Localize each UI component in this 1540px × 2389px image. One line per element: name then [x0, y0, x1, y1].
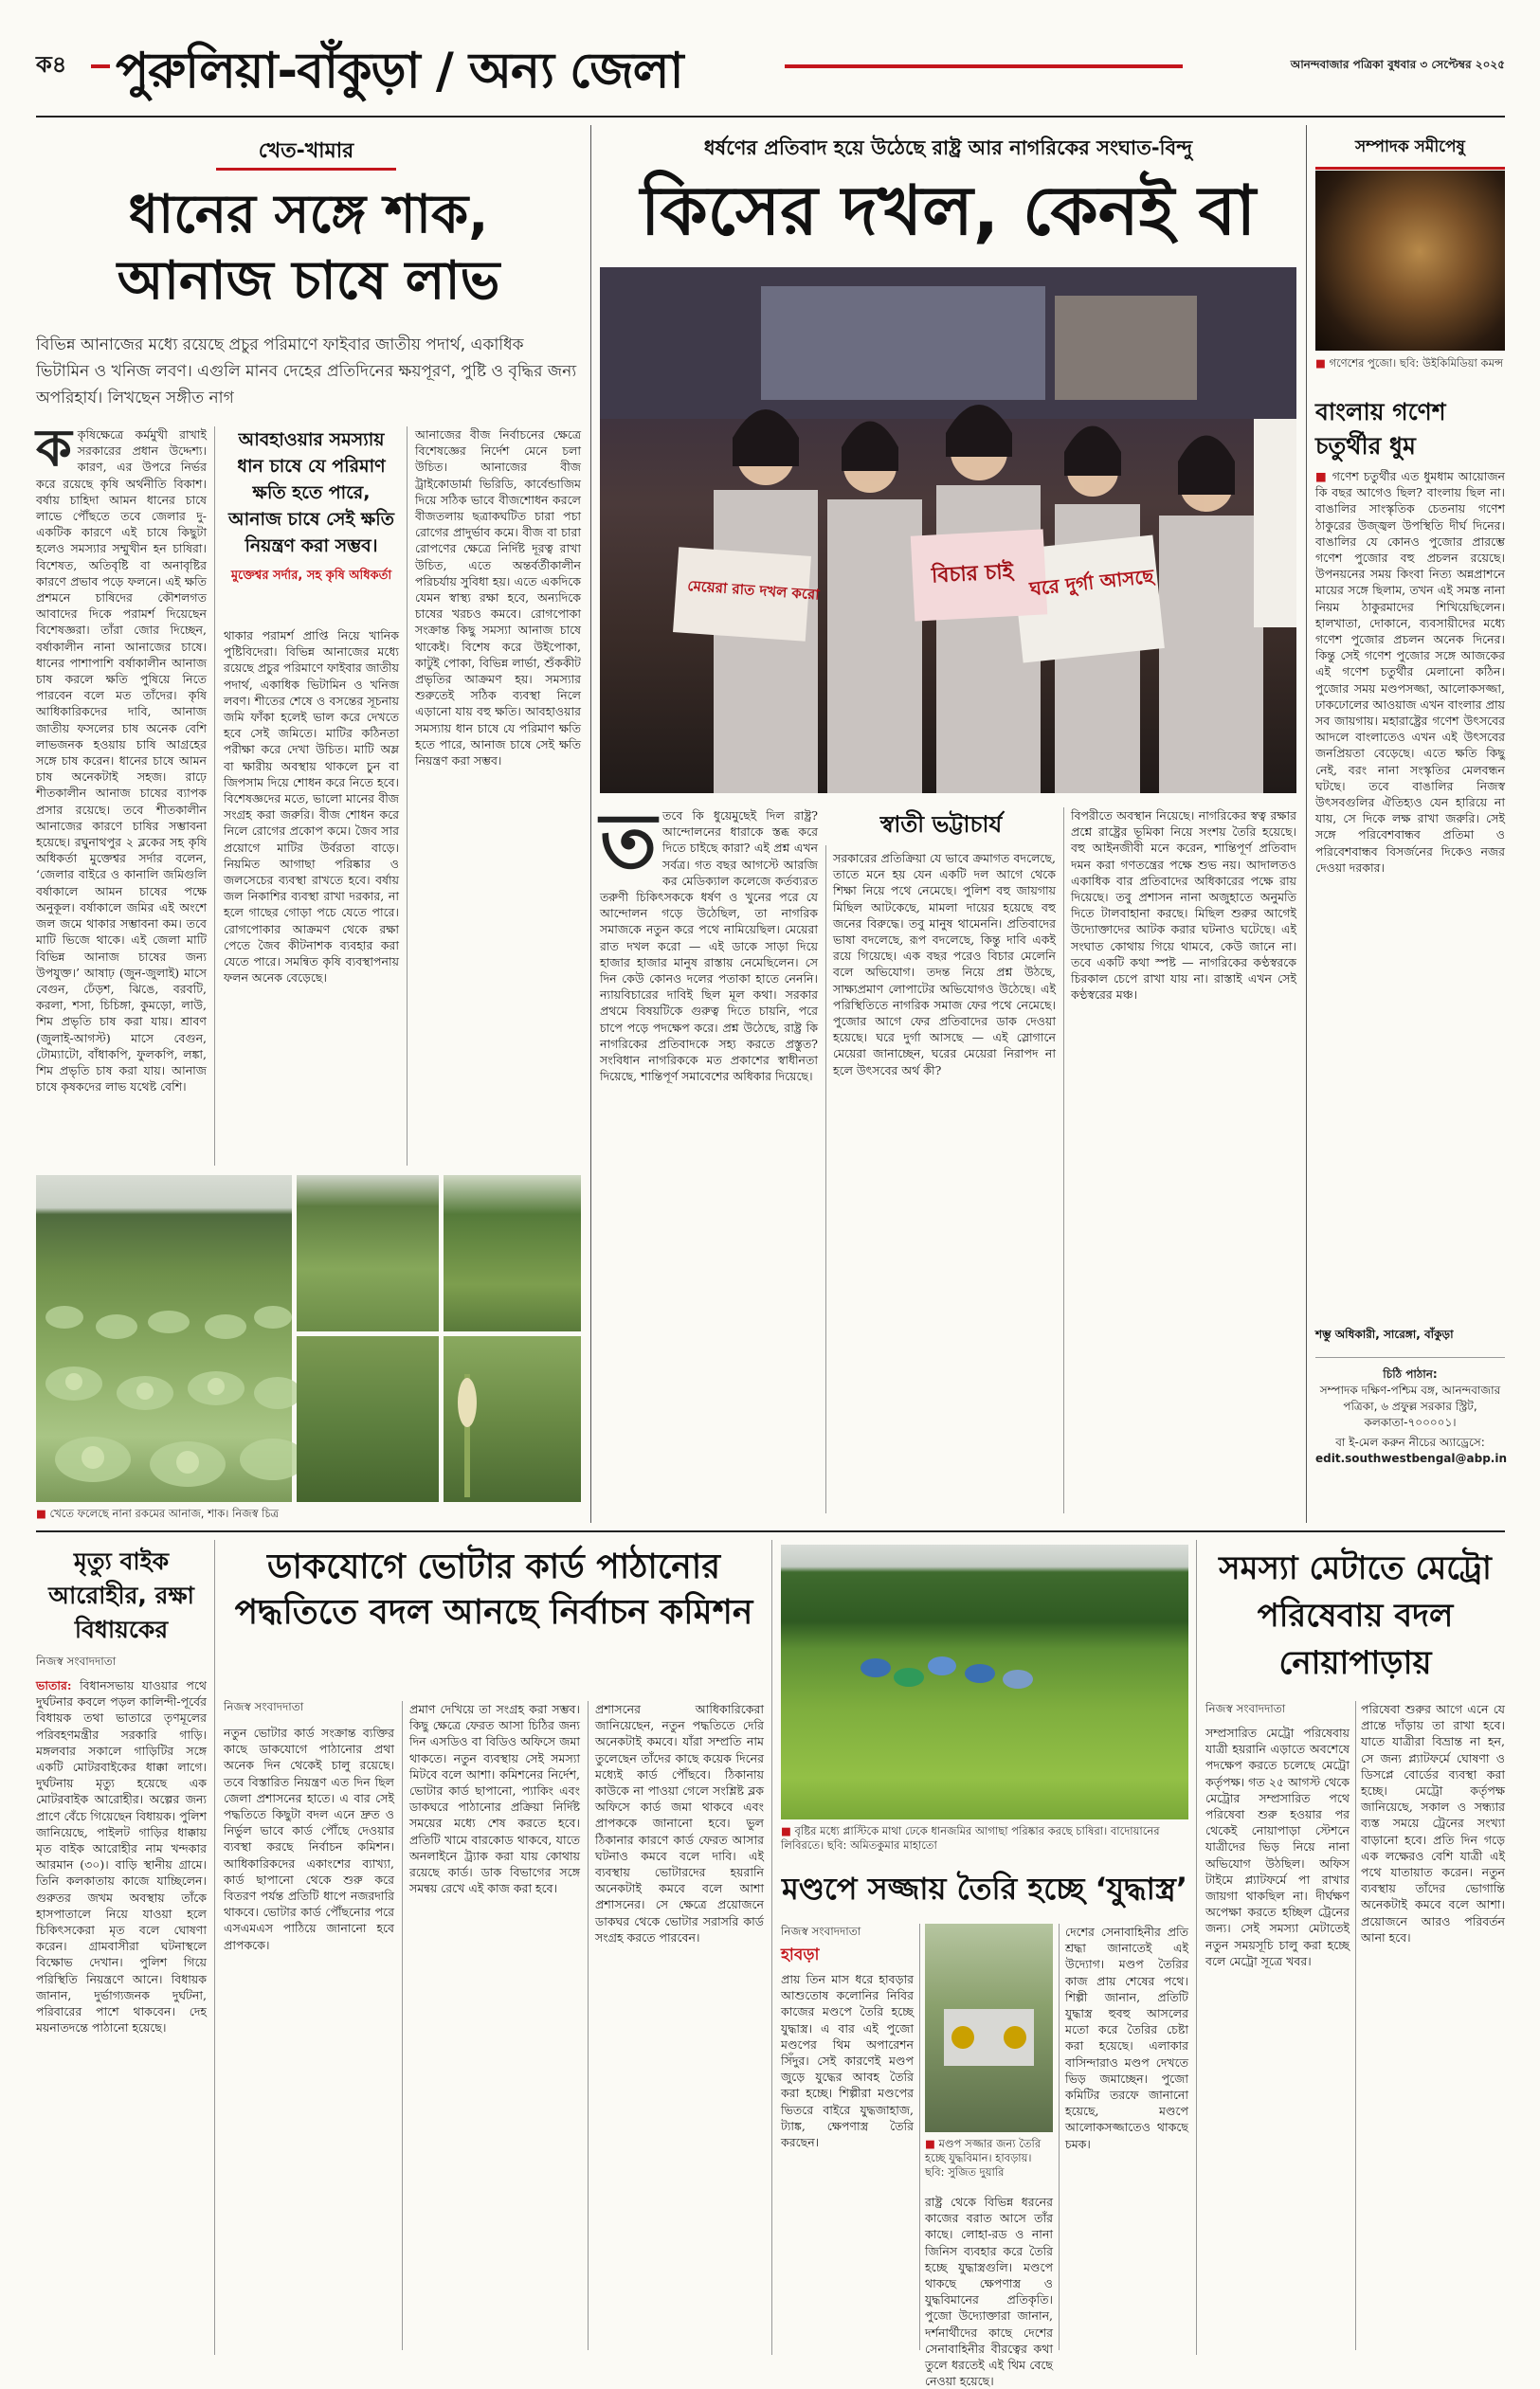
- farm-col-1: [36, 418, 207, 1166]
- voter-byline: নিজস্ব সংবাদদাতা: [224, 1700, 304, 1713]
- metro-col-2: পরিষেবা শুরুর আগে এনে যে প্রান্তে দাঁড়ায় তা রাখা হবে। যাতে যাত্রীরা বিভ্রান্ত না হন, সে জন্য প্ল্যাটফর্মে ঘোষণা ও ডিসপ্লে বোর্ডের ব্যবস্থা করা হচ্ছে। মেট্রো কর্তৃপক্ষ জানিয়েছে, সকাল ও সন্ধ্যার ব্যস্ত সময়ে ট্রেনের সংখ্যা বাড়ানো হবে। প্রতি দিন গড়ে এক লক্ষেরও বেশি যাত্রী এই পথে যাতায়াত করেন। নতুন ব্যবস্থায় তাঁদের ভোগান্তি অনেকটাই কমবে বলে আশা। প্রয়োজনে আরও পরিবর্তন আনা হবে।: [1361, 1702, 1505, 1945]
- paddy-field-photo: [781, 1545, 1188, 1819]
- section-rule: [1306, 125, 1307, 1523]
- col-rule: [407, 426, 408, 1166]
- metro-article: [1205, 1540, 1505, 2355]
- puja-col-2: রাষ্ট্র থেকে বিভিন্ন ধরনের কাজের বরাত আসে তাঁর কাছে। লোহা-রড ও নানা জিনিস ব্যবহার করে তৈরি হচ্ছে যুদ্ধাস্ত্রগুলি। মণ্ডপে থাকছে ক্ষেপণাস্ত্র ও যুদ্ধবিমানের প্রতিকৃতি। পুজো উদ্যোক্তারা জানান, দর্শনার্থীদের কাছে দেশের সেনাবাহিনীর বীরত্বের কথা তুলে ধরতেই এই থিম বেছে নেওয়া হয়েছে।: [925, 2195, 1053, 2389]
- page-number: ক৪: [36, 51, 67, 78]
- cabbage-field-photo: [36, 1175, 292, 1502]
- lead-col-1-text: তবে কি ধুয়েমুছেই দিল রাষ্ট্র? আন্দোলনের ধারাকে স্তব্ধ করে দিতে চাইছে কারা? এই প্রশ্ন এখন সর্বত্র। গত বছর আগস্টে আরজি কর মেডিক্যাল কলেজে কর্তব্যরত তরুণী চিকিৎসককে ধর্ষণ ও খুনের পরে যে আন্দোলন গড়ে উঠেছিল, তা নাগরিক সমাজকে নতুন করে পথে নামিয়েছিল। মেয়েরা রাত দখল করো — এই ডাকে সাড়া দিয়ে হাজার হাজার মানুষ রাস্তায় নেমেছিলেন। সে দিন কেউ কোনও দলের পতাকা হাতে নেননি। ন্যায়বিচারের দাবিই ছিল মূল কথা। সরকার প্রথমে বিষয়টিকে গুরুত্ব দিতে চায়নি, পরে চাপে পড়ে পদক্ষেপ করে। প্রশ্ন উঠেছে, রাষ্ট্র কি নাগরিকের প্রতিবাদকে সহ্য করতে প্রস্তুত? সংবিধান নাগরিককে মত প্রকাশের স্বাধীনতা দিয়েছে, শান্তিপূর্ণ সমাবেশের অধিকার দিয়েছে।: [600, 808, 818, 1084]
- farm-col-3: আনাজের বীজ নির্বাচনের ক্ষেত্রে বিশেষজ্ঞের নির্দেশ মেনে চলা উচিত। আনাজের বীজ ট্রাইকোডার্মা ভিরিডি, কার্বেন্ডাজিম দিয়ে সঠিক ভাবে বীজশোধন করলে বীজতলায় ছত্রাকঘটিত চারা পচা রোগের প্রাদুর্ভাব কমে। বীজ বা চারা রোপণের ক্ষেত্রে নির্দিষ্ট দূরত্ব রাখা উচিত, এতে অন্তর্বর্তীকালীন পরিচর্যায় সুবিধা হয়। এতে একদিকে যেমন স্বাস্থ্য রক্ষা হবে, অন্যদিকে চাষের খরচও কমবে। রোগপোকা সংক্রান্ত কিছু সমস্যা আনাজ চাষে থাকেই। বিশেষ করে উইপোকা, কাটুই পোকা, বিভিন্ন লার্ভা, শুঁককীট প্রভৃতির আক্রমণ হয়। সমস্যার শুরুতেই সঠিক ব্যবস্থা নিলে এড়ানো যায় বহু ক্ষতি। আবহাওয়ার সমস্যায় ধান চাষে যে পরিমাণ ক্ষতি হতে পারে, আনাজ চাষে সেই ক্ষতি নিয়ন্ত্রণ করা সম্ভব।: [415, 427, 581, 769]
- voter-col-1: নতুন ভোটার কার্ড সংক্রান্ত ব্যক্তির কাছে ডাকযোগে পাঠানোর প্রথা অনেক দিন থেকেই চালু রয়েছে। তবে বিস্তারিত নিয়ন্ত্রণ এত দিন ছিল জেলা প্রশাসনের হাতে। এ বার সেই পদ্ধতিতে কিছুটা বদল এনে দ্রুত ও নির্ভুল ভাবে কার্ড পৌঁছে দেওয়ার ব্যবস্থা করছে নির্বাচন কমিশন। আধিকারিকদের একাংশের ব্যাখ্যা, কার্ড ছাপানো থেকে শুরু করে বিতরণ পর্যন্ত প্রতিটি ধাপে নজরদারি থাকবে। ভোটার কার্ড পৌঁছনোর পরে এসএমএস পাঠিয়ে জানানো হবে প্রাপককে।: [224, 1726, 394, 1952]
- fighter-jet-photo: [925, 1924, 1053, 2132]
- caption-marker: ■: [781, 1824, 791, 1837]
- farm-col-1-text: কৃষিক্ষেত্রে কর্মমুখী রাখাই সরকারের প্রধান উদ্দেশ্য। কারণ, এর উপরে নির্ভর করে রয়েছে কৃষি অর্থনীতি বিকাশ। বর্ষায় চাহিদা আমন ধানের চাষে লাভে পৌঁছতে তবে জেলার দু-একটিক কারণে এই চাষে কিছুটা হলেও সমস্যার সম্মুখীন হন চাষিরা। বিশেষত, অতিবৃষ্টি বা অনাবৃষ্টির কারণে প্রভাব পড়ে ফলনে। এই ক্ষতি প্রশমনে চাষিদের কৌশলগত আবাদের দিকে পরামর্শ দিয়েছেন বিশেষজ্ঞরা। তাঁরা জোর দিচ্ছেন, বর্ষাকালীন নানা আনাজের চাষে। ধানের পাশাপাশি বর্ষাকালীন আনাজ চাষ করলে ক্ষতি পুষিয়ে নিতে পারবেন বলে মত তাঁদের। কৃষি আধিকারিকদের দাবি, আনাজ জাতীয় ফসলের চাষ অনেক বেশি লাভজনক হওয়ায় চাষি আগ্রহের সঙ্গে চাষ করেন। ধানের চাষে আমন চাষ অনেকটাই সহজ। রাঢ়ে শীতকালীন আনাজ চাষের ব্যাপক প্রসার রয়েছে। তবে শীতকালীন আনাজের কারণে চাষির সম্ভাবনা হয়েছে। রঘুনাথপুর ২ ব্লকের সহ কৃষি অধিকর্তা মুক্তেশ্বর সর্দার বলেন, ‘জেলার বাইরে ও কানালি জমিগুলি বর্ষাকালে আমন চাষের পক্ষে অনুকূল। বর্ষাকালে জমির এই অংশে জল জমে থাকার সম্ভাবনা কম। তবে মাটি ভিজে থাকে। এই জেলা মাটি বিভিন্ন আনাজ চাষের জন্য উপযুক্ত।’ আষাঢ় (জুন-জুলাই) মাসে বেগুন, ঢেঁড়শ, ঝিঙে, বরবটি, করলা, শসা, চিচিঙ্গা, কুমড়ো, লাউ, শিম প্রভৃতি চাষ করা যায়। শ্রাবণ (জুলাই-আগস্ট) মাসে বেগুন, টোম্যাটো, বাঁধাকপি, ফুলকপি, লঙ্কা, শিম প্রভৃতি চাষ করা যায়। আনাজ চাষে কৃষকদের লাভ যথেষ্ট বেশি।: [36, 427, 207, 1095]
- lead-dropcap: ত: [600, 797, 658, 885]
- ganesh-photo: [1315, 171, 1505, 351]
- voter-article: [224, 1540, 764, 2355]
- puja-place: হাবড়া: [781, 1946, 820, 1964]
- section-divider: [36, 1530, 1505, 1532]
- col-rule: [1063, 807, 1064, 1513]
- editor-body-text: গণেশ চতুর্থীর এত ধুমধাম আয়োজন কি বছর আগেও ছিল? বাংলায় ছিল না। বাঙালির সাংস্কৃতিক চেতনায় গণেশ ঠাকুরের উজ্জ্বল উপস্থিতি দীর্ঘ দিনের। বাঙালির যে কোনও পুজোর প্রারম্ভে গণেশ পুজোর বহু প্রচলন রয়েছে। উপনয়নের সময় কিংবা নিত্য অন্নপ্রাশনে মায়ের সঙ্গে ছিলাম, তখন এই সমস্ত নানা নিয়ম ঠাকুরমাদের শিখিয়েছিলেন। হালখাতা, দোকানে, ব্যবসায়ীদের মধ্যে গণেশ পুজোর প্রচলন অনেক দিনের। কিন্তু সেই গণেশ পুজোর সঙ্গে আজকের এই গণেশ চতুর্থীর মেলানো কঠিন। পুজোর সময় মণ্ডপসজ্জা, আলোকসজ্জা, ঢাকঢোলের আওয়াজ এখন বাংলার প্রায় সব জায়গায়। মহারাষ্ট্রের গণেশ উৎসবের আদলে বাংলাতেও এখন এই উৎসবের জনপ্রিয়তা বেড়েছে। এতে ক্ষতি কিছু নেই, বরং নানা সংস্কৃতির মেলবন্ধন ঘটছে। তবে বাঙালির নিজস্ব উৎসবগুলির ঐতিহ্যও যেন হারিয়ে না যায়, সে দিকে লক্ষ রাখা জরুরি। সেই সঙ্গে পরিবেশবান্ধব প্রতিমা ও পরিবেশবান্ধব বিসর্জনের দিকেও নজর দেওয়া দরকার।: [1315, 469, 1505, 875]
- bike-body: [36, 1677, 207, 2350]
- col-rule: [1059, 1924, 1060, 2350]
- farm-pull-quote-box: [224, 426, 399, 606]
- editor-tag: সম্পাদক সমীপেষু: [1315, 135, 1505, 170]
- editor-address: সম্পাদক দক্ষিণ-পশ্চিম বঙ্গ, আনন্দবাজার পত্রিকা, ৬ প্রফুল্ল সরকার স্ট্রিট, কলকাতা-৭০০০০১।: [1319, 1384, 1501, 1429]
- paddy-art: [781, 1545, 1188, 1819]
- lead-article: [600, 125, 1296, 1523]
- caption-marker: ■: [1315, 356, 1326, 370]
- editor-signature: শম্ভু অধিকারী, সারেঙ্গা, বাঁকুড়া: [1315, 1328, 1454, 1341]
- puja-photo-caption: [925, 2137, 1053, 2180]
- lead-byline: স্বাতী ভট্টাচার্য: [879, 811, 1003, 838]
- farm-pull-quote-by: মুক্তেশ্বর সর্দার, সহ কৃষি অধিকর্তা: [230, 569, 392, 583]
- farm-intro: বিভিন্ন আনাজের মধ্যে রয়েছে প্রচুর পরিমাণে ফাইবার জাতীয় পদার্থ, একাধিক ভিটামিন ও খনিজ লবণ। এগুলি মানব দেহের প্রতিদিনের ক্ষয়পূরণ, পুষ্টি ও বৃদ্ধির জন্য অপরিহার্য। লিখছেন সঙ্গীত নাগ: [36, 335, 577, 407]
- lead-kicker: ধর্ষণের প্রতিবাদ হয়ে উঠেছে রাষ্ট্র আর নাগরিকের সংঘাত-বিন্দু: [703, 136, 1193, 159]
- section-title: পুরুলিয়া-বাঁকুড়া / অন্য জেলা: [116, 43, 683, 100]
- col-rule: [588, 1701, 589, 2350]
- farm-article: [36, 125, 581, 1523]
- lead-col-3: বিপরীতে অবস্থান নিয়েছে। নাগরিকের স্বত্ব রক্ষার প্রশ্নে রাষ্ট্রের ভূমিকা নিয়ে সংশয় তৈরি হয়েছে। বহু আইনজীবী মনে করেন, শান্তিপূর্ণ প্রতিবাদ দমন করা গণতন্ত্রের পক্ষে শুভ নয়। আদালতও একাধিক বার প্রতিবাদের অধিকারের পক্ষে রায় দিয়েছে। তবু প্রশাসন নানা অজুহাতে অনুমতি দিতে টালবাহানা করছে। মিছিল শুরুর আগেই উদ্যোক্তাদের আটক করার ঘটনাও ঘটেছে। এই সংঘাত কোথায় গিয়ে থামবে, কেউ জানে না। তবে একটি কথা স্পষ্ট — নাগরিকের কণ্ঠস্বরকে চিরকাল চেপে রাখা যায় না। রাস্তাই এখন সেই কণ্ঠস্বরের মঞ্চ।: [1071, 808, 1296, 1003]
- lead-headline: কিসের দখল, কেনই বা: [640, 171, 1257, 250]
- section-rule: [1196, 1540, 1197, 2355]
- masthead: [36, 27, 1505, 112]
- editor-email-label: বা ই-মেল করুন নীচের অ্যাড্রেসে:: [1335, 1436, 1485, 1449]
- farm-col-2: থাকার পরামর্শ প্রাপ্তি নিয়ে খানিক পুষ্টিবিদেরা। বিভিন্ন আনাজের মধ্যে রয়েছে প্রচুর পরিমাণে ফাইবার জাতীয় পদার্থ, একাধিক ভিটামিন ও খনিজ লবণ। শীতের শেষে ও বসন্তের সূচনায় জমি ফাঁকা হলেই ভাল করে দেখতে হবে সেই জমিতে। মাটির কঠিনতা পরীক্ষা করে দেখা উচিত। মাটি অম্ল বা ক্ষারীয় অবস্থায় থাকলে চুন বা জিপসাম দিয়ে শোধন করে নিতে হবে। বিশেষজ্ঞদের মতে, ভালো মানের বীজ সংগ্রহ করা জরুরি। বীজ শোধন করে নিলে রোগের প্রকোপ কমে। জৈব সার প্রয়োগে মাটির উর্বরতা বাড়ে। নিয়মিত আগাছা পরিষ্কার ও জলসেচের ব্যবস্থা রাখতে হবে। বর্ষায় জল নিকাশির ব্যবস্থা রাখা দরকার, না হলে গাছের গোড়া পচে যেতে পারে। রোগপোকার আক্রমণ থেকে রক্ষা পেতে জৈব কীটনাশক ব্যবহার করা যেতে পারে। সমন্বিত কৃষি ব্যবস্থাপনায় ফলন অনেক বেড়েছে।: [224, 628, 399, 986]
- editor-column: [1315, 125, 1508, 1523]
- accent-rule: [785, 64, 1183, 68]
- bike-article: [36, 1540, 207, 2355]
- editor-headline: বাংলায় গণেশ চতুর্থীর ধুম: [1315, 398, 1446, 460]
- farm-tag-box: [216, 135, 396, 171]
- puja-photo-caption-text: মণ্ডপ সজ্জার জন্য তৈরি হচ্ছে যুদ্ধবিমান। হাবড়ায়। ছবি: সুজিত দুয়ারি: [925, 2137, 1042, 2179]
- col-rule: [402, 1701, 403, 2350]
- metro-headline: সমস্যা মেটাতে মেট্রো পরিষেবায় বদল নোয়াপাড়ায়: [1219, 1549, 1492, 1682]
- farm-dropcap: ক: [36, 418, 72, 478]
- col-rule: [1355, 1701, 1356, 2350]
- lead-col-1: [600, 797, 818, 1513]
- editor-address-label: চিঠি পাঠান:: [1383, 1367, 1438, 1381]
- voter-col-3: প্রশাসনের আধিকারিকেরা জানিয়েছেন, নতুন পদ্ধতিতে দেরি অনেকটাই কমবে। যাঁরা সম্প্রতি নাম তুলেছেন তাঁদের কাছে কয়েক দিনের মধ্যেই কার্ড পৌঁছবে। ঠিকানায় কাউকে না পাওয়া গেলে সংশ্লিষ্ট ব্লক অফিসে কার্ড জমা থাকবে এবং প্রাপককে জানানো হবে। ভুল ঠিকানার কারণে কার্ড ফেরত আসার ঘটনাও কমবে বলে দাবি। এই ব্যবস্থায় ভোটারদের হয়রানি অনেকটাই কমবে বলে আশা প্রশাসনের। সে ক্ষেত্রে প্রয়োজনে ডাকঘর থেকে ভোটার সরাসরি কার্ড সংগ্রহ করতে পারবেন।: [595, 1702, 764, 1945]
- section-rule: [590, 125, 591, 1523]
- caption-marker: ■: [36, 1507, 46, 1520]
- puja-byline: নিজস্ব সংবাদদাতা: [781, 1925, 861, 1938]
- col-rule: [919, 1924, 920, 2350]
- greens-photo-2: [444, 1175, 581, 1331]
- corn-art: [444, 1336, 581, 1502]
- protest-art: [600, 267, 1296, 793]
- paddy-photo-caption: [781, 1824, 1188, 1853]
- editor-address-box: [1315, 1366, 1508, 1467]
- section-rule: [214, 1540, 215, 2355]
- farm-photo-caption-text: খেতে ফলেছে নানা রকমের আনাজ, শাক। নিজস্ব চিত্র: [49, 1507, 280, 1520]
- editor-photo-caption: [1315, 356, 1505, 371]
- farm-headline-1: ধানের সঙ্গে শাক,: [128, 184, 489, 245]
- section-rule: [771, 1540, 772, 2355]
- farm-pull-quote: আবহাওয়ার সমস্যায় ধান চাষে যে পরিমাণ ক্ষতি হতে পারে, আনাজ চাষে সেই ক্ষতি নিয়ন্ত্রণ করা সম্ভব।: [228, 429, 394, 556]
- masthead-rule: [36, 116, 1505, 118]
- bike-byline: নিজস্ব সংবাদদাতা: [36, 1655, 117, 1668]
- col-rule: [825, 845, 826, 1513]
- farm-tag: খেত-খামার: [258, 139, 354, 163]
- rule: [1315, 1357, 1505, 1358]
- bike-body-text: বিধানসভায় যাওয়ার পথে দুর্ঘটনার কবলে পড়ল কালিন্দী-পূর্বের বিধায়ক তথা ভাতারে তৃণমূলের পরিবহণমন্ত্রীর সরকারি গাড়ি। মঙ্গলবার সকালে গাড়িটির সঙ্গে একটি মোটরবাইকের ধাক্কা লাগে। দুর্ঘটনায় মৃত্যু হয়েছে এক মোটরবাইক আরোহীর। অল্পের জন্য প্রাণে বেঁচে গিয়েছেন বিধায়ক। পুলিশ জানিয়েছে, পাইলট গাড়ির ধাক্কায় মৃত বাইক আরোহীর নাম খন্দকার আরমান (৩০)। বাড়ি স্থানীয় গ্রামে। তিনি কলকাতায় কাজে যাচ্ছিলেন। গুরুতর জখম অবস্থায় তাঁকে হাসপাতালে নিয়ে যাওয়া হলে চিকিৎসকেরা মৃত বলে ঘোষণা করেন। গ্রামবাসীরা ঘটনাস্থলে বিক্ষোভ দেখান। পুলিশ গিয়ে পরিস্থিতি নিয়ন্ত্রণে আনে। বিধায়ক জানান, দুর্ভাগ্যজনক দুর্ঘটনা, পরিবারের পাশে থাকবেন। দেহ ময়নাতদন্তে পাঠানো হয়েছে।: [36, 1678, 207, 2036]
- metro-col-1: সম্প্রসারিত মেট্রো পরিষেবায় যাত্রী হয়রানি এড়াতে অবশেষে পদক্ষেপ করতে চলেছে মেট্রো কর্তৃপক্ষ। গত ২৫ আগস্ট থেকে মেট্রোর সম্প্রসারিত পথে পরিষেবা শুরু হওয়ার পর থেকেই নোয়াপাড়া স্টেশনে যাত্রীদের ভিড় নিয়ে নানা অভিযোগ উঠছিল। অফিস টাইমে প্ল্যাটফর্মে পা রাখার জায়গা থাকছিল না। দীর্ঘক্ষণ অপেক্ষা করতে হচ্ছিল ট্রেনের জন্য। সেই সমস্যা মেটাতেই নতুন সময়সূচি চালু করা হচ্ছে বলে মেট্রো সূত্রে খবর।: [1205, 1726, 1350, 1968]
- middle-bottom: [781, 1540, 1188, 2389]
- protest-photo: [600, 267, 1296, 793]
- jet-art: [925, 1924, 1053, 2132]
- greens-photo-4: [444, 1336, 581, 1502]
- body-marker: ■: [1315, 469, 1328, 483]
- placard-1: মেয়েরা রাত দখল করো: [686, 576, 821, 604]
- voter-headline: ডাকযোগে ভোটার কার্ড পাঠানোর পদ্ধতিতে বদল আনছে নির্বাচন কমিশন: [234, 1547, 753, 1632]
- puja-headline: মণ্ডপে সজ্জায় তৈরি হচ্ছে ‘যুদ্ধাস্ত্র’: [781, 1871, 1188, 1907]
- cabbage-art: [36, 1175, 292, 1502]
- editor-email[interactable]: edit.southwestbengal@abp.in: [1315, 1452, 1508, 1465]
- editor-photo-caption-text: গণেশের পুজো। ছবি: উইকিমিডিয়া কমন্স: [1329, 356, 1504, 370]
- farm-photo-caption: [36, 1507, 581, 1521]
- greens-photo-3: [297, 1336, 439, 1502]
- puja-col-1: প্রায় তিন মাস ধরে হাবড়ার আশুতোষ কলোনির নিবির কাজের মণ্ডপে তৈরি হচ্ছে যুদ্ধাস্ত্র। এ বার এই পুজো মণ্ডপের থিম অপারেশন সিঁদুর। সেই কারণেই মণ্ডপ জুড়ে যুদ্ধের আবহ তৈরি করা হচ্ছে। শিল্পীরা মণ্ডপের ভিতরে বাইরে যুদ্ধজাহাজ, ট্যাঙ্ক, ক্ষেপণাস্ত্র তৈরি করছেন।: [781, 1972, 914, 2150]
- editor-body: [1315, 468, 1505, 1321]
- metro-byline: নিজস্ব সংবাদদাতা: [1205, 1702, 1286, 1715]
- paper-date: আনন্দবাজার পত্রিকা বুধবার ৩ সেপ্টেম্বর ২০২৫: [1290, 58, 1505, 71]
- greens-photo-1: [297, 1175, 439, 1331]
- farm-headline-2: আনাজ চাষে লাভ: [117, 250, 500, 312]
- caption-marker: ■: [925, 2137, 935, 2150]
- accent-bar: [91, 64, 110, 68]
- col-rule: [214, 426, 215, 1166]
- voter-col-2: প্রমাণ দেখিয়ে তা সংগ্রহ করা সম্ভব। কিছু ক্ষেত্রে ফেরত আসা চিঠির জন্য দিন এসডিও বা বিডিও অফিসে জমা থাকতে। নতুন ব্যবস্থায় সেই সমস্যা মিটবে বলে আশা। কমিশনের নির্দেশ, ভোটার কার্ড ছাপানো, প্যাকিং এবং ডাকঘরে পাঠানোর প্রক্রিয়া নির্দিষ্ট সময়ের মধ্যে শেষ করতে হবে। প্রতিটি খামে বারকোড থাকবে, যাতে অনলাইনে ট্র্যাক করা যায় কোথায় রয়েছে কার্ড। ডাক বিভাগের সঙ্গে সমন্বয় রেখে এই কাজ করা হবে।: [409, 1702, 580, 1896]
- paddy-photo-caption-text: বৃষ্টির মধ্যে প্লাস্টিকে মাথা ঢেকে ধানজমির আগাছা পরিষ্কার করছে চাষিরা। বাদোয়ানের লিবিরতে। ছবি: অমিতকুমার মাহাতো: [781, 1824, 1160, 1852]
- placard-2: বিচার চাই: [931, 560, 1014, 588]
- bike-dateline: ভাতার:: [36, 1678, 72, 1692]
- lead-col-2: সরকারের প্রতিক্রিয়া যে ভাবে ক্রমাগত বদলেছে, তাতে মনে হয় যেন একটি দল আগে থেকে শিক্ষা নিয়ে পথে নেমেছে। পুলিশ বহু জায়গায় মিছিল আটকেছে, মামলা দায়ের হয়েছে বহু জনের বিরুদ্ধে। তবু মানুষ থামেননি। প্রতিবাদের ভাষা বদলেছে, রূপ বদলেছে, কিন্তু দাবি একই রয়ে গিয়েছে। এক বছর পরেও বিচার মেলেনি বলে অভিযোগ। তদন্ত নিয়ে প্রশ্ন উঠছে, সাক্ষ্যপ্রমাণ লোপাটের অভিযোগও উঠেছে। এই পরিস্থিতিতে নাগরিক সমাজ ফের পথে নেমেছে। পুজোর আগে ফের প্রতিবাদের ডাক দেওয়া হয়েছে। ঘরে দুর্গা আসছে — এই স্লোগানে মেয়েরা জানাচ্ছেন, ঘরের মেয়েরা নিরাপদ না হলে উৎসবের অর্থ কী?: [833, 851, 1056, 1077]
- placard-3: ঘরে দুর্গা আসছে: [1028, 564, 1155, 601]
- bike-headline: মৃত্যু বাইক আরোহীর, রক্ষা বিধায়কের: [48, 1547, 194, 1643]
- puja-col-3: দেশের সেনাবাহিনীর প্রতি শ্রদ্ধা জানাতেই এই উদ্যোগ। মণ্ডপ তৈরির কাজ প্রায় শেষের পথে। শিল্পী জানান, প্রতিটি যুদ্ধাস্ত্র হুবহু আসলের মতো করে তৈরির চেষ্টা করা হয়েছে। এলাকার বাসিন্দারাও মণ্ডপ দেখতে ভিড় জমাচ্ছেন। পুজো কমিটির তরফে জানানো হয়েছে, মণ্ডপে আলোকসজ্জাতেও থাকছে চমক।: [1065, 1925, 1188, 2151]
